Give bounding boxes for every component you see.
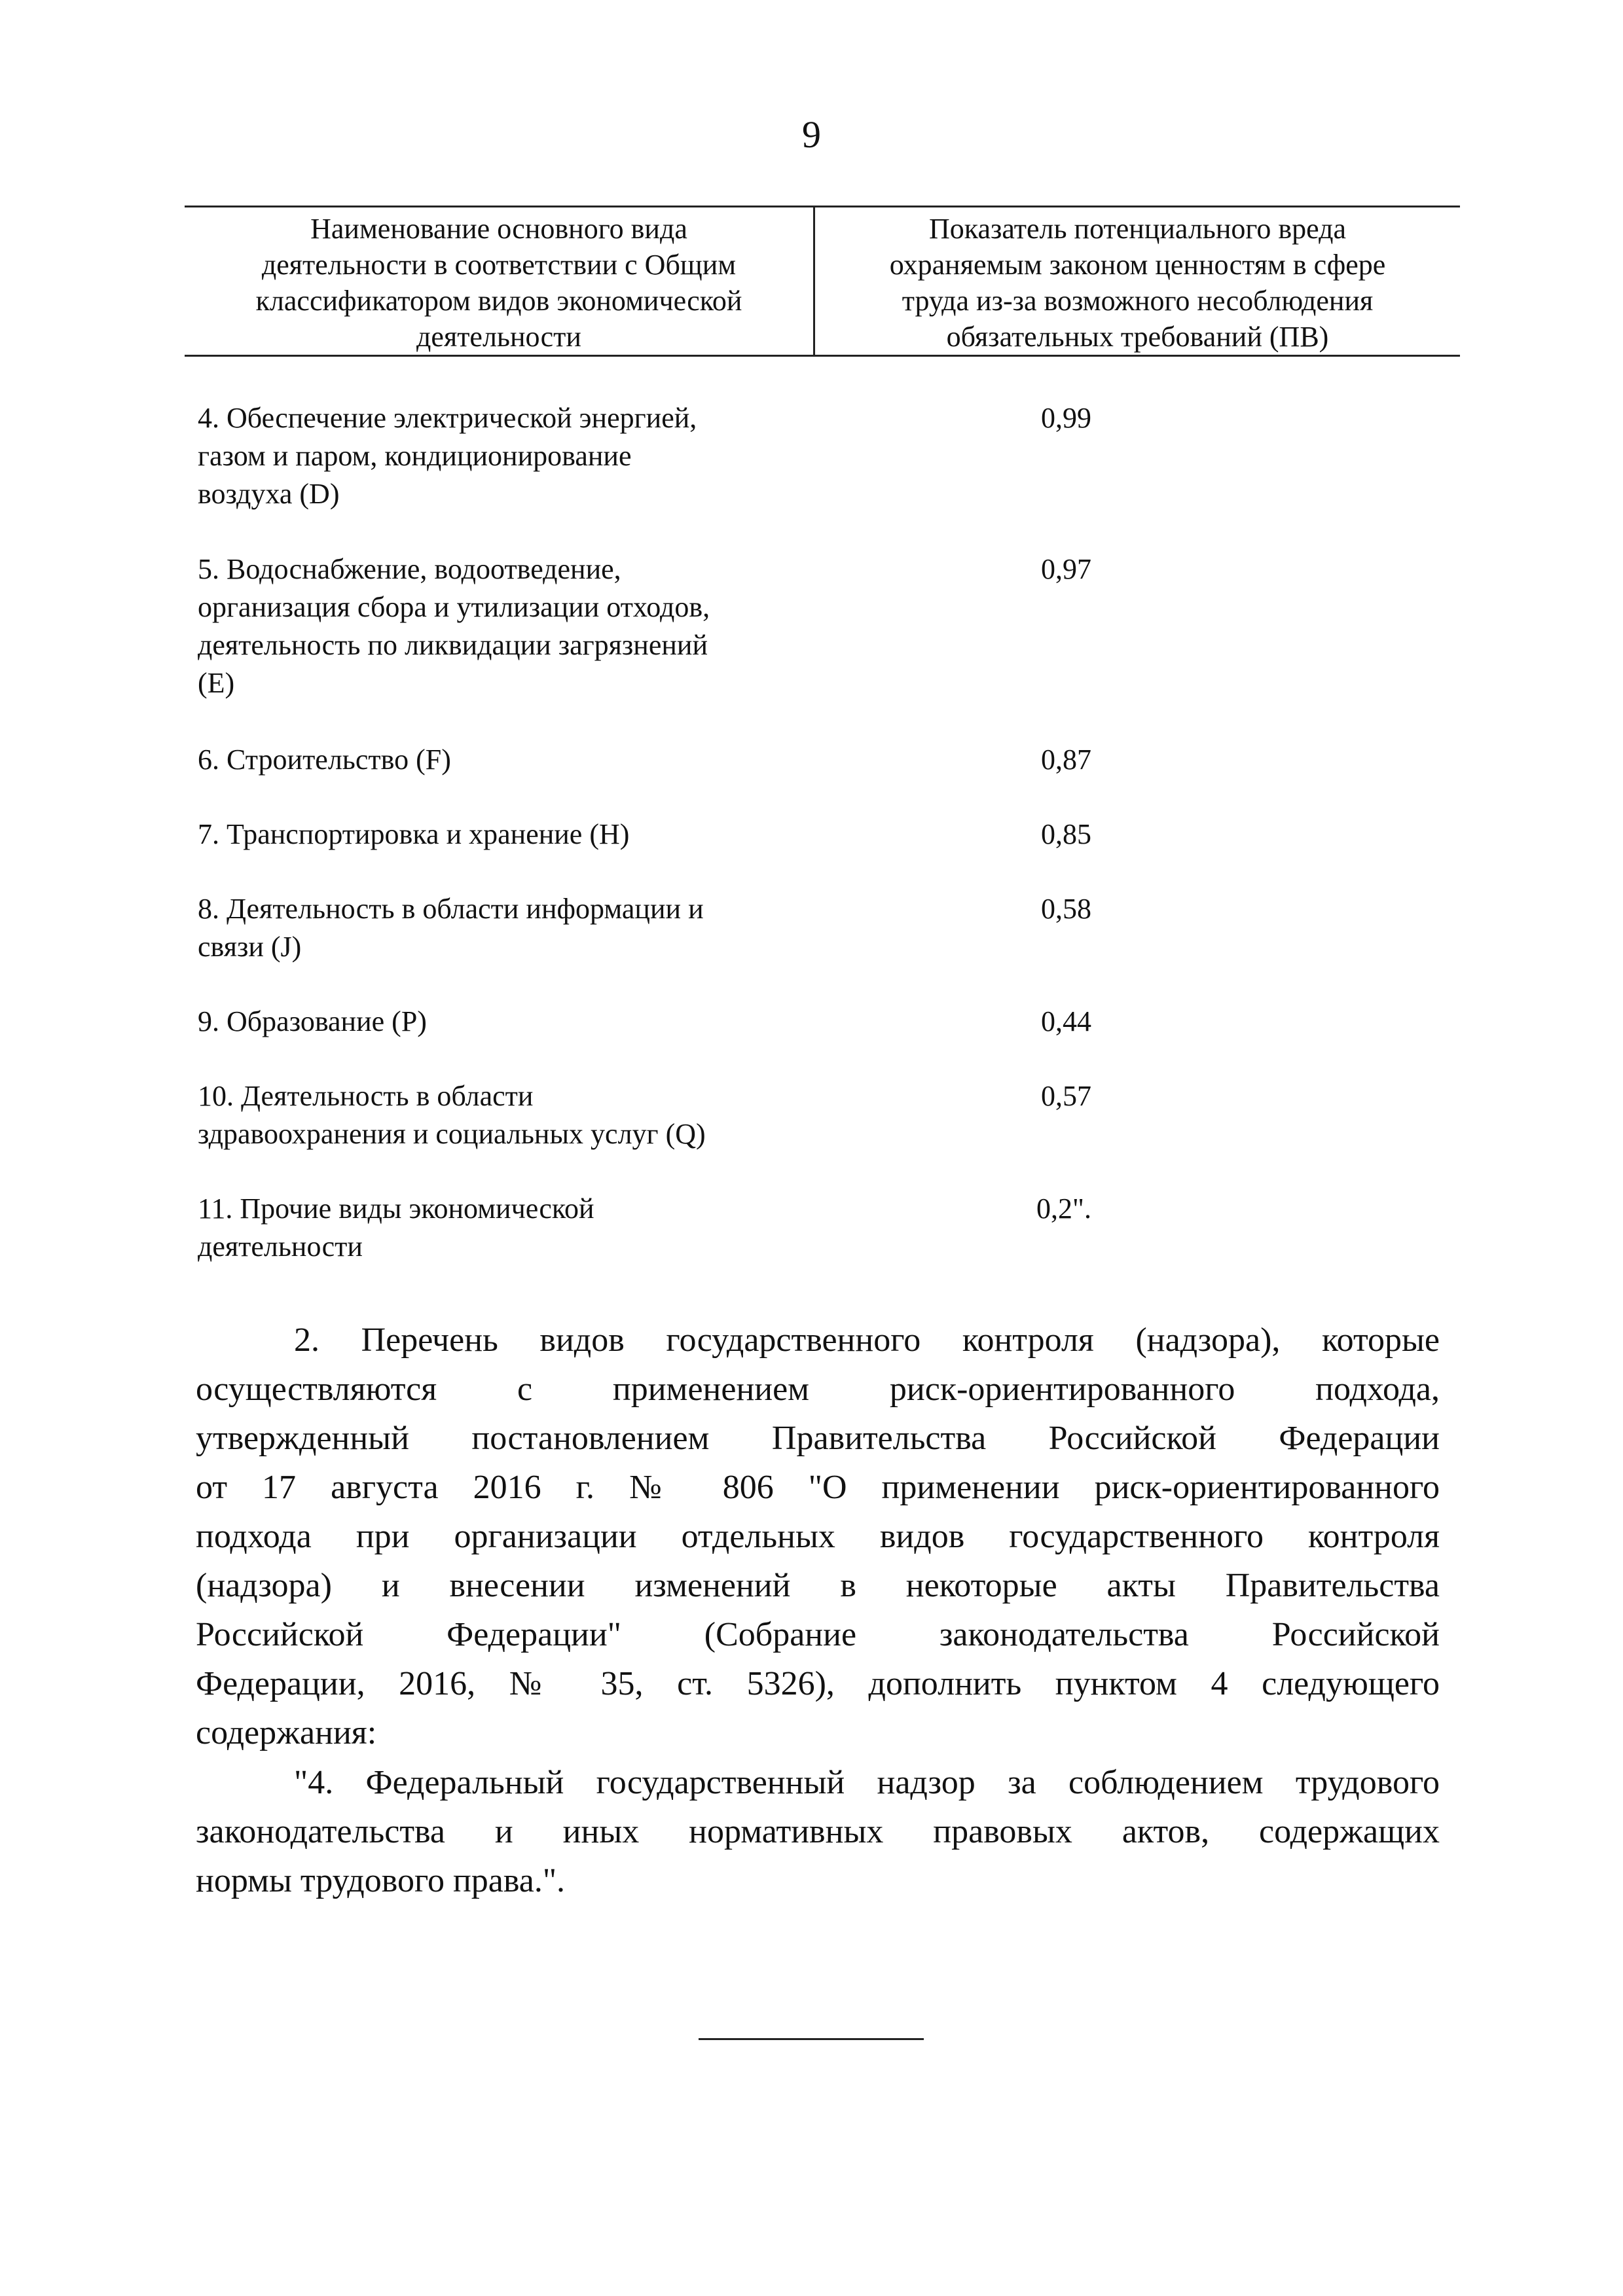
table-header-indicator: Показатель потенциального вреда охраняемым законом ценностям в сфере труда из-за возможного несоблюдения обязательных требований (ПВ) (889, 213, 1386, 353)
paragraph-line: содержания: (196, 1714, 377, 1751)
amendment-paragraph (196, 1316, 1440, 1757)
row-activity: 4. Обеспечение электрической энергией, газом и паром, кондиционирование воздуха (D) (198, 402, 697, 510)
row-activity: 10. Деятельность в области здравоохранения и социальных услуг (Q) (198, 1080, 706, 1150)
paragraph-line: Российской Федерации" (Собрание законодательства Российской (196, 1616, 1440, 1653)
table-header-activity: Наименование основного вида деятельности в соответствии с Общим классификатором видов экономической деятельности (255, 213, 742, 353)
row-activity: 5. Водоснабжение, водоотведение, организация сбора и утилизации отходов, деятельность по ликвидации загрязнений (E) (198, 553, 710, 699)
table-header-rule (185, 355, 1460, 357)
quoted-item-paragraph (196, 1758, 1440, 1905)
row-activity: 9. Образование (P) (198, 1005, 427, 1037)
page-number: 9 (802, 113, 821, 156)
paragraph-line: "4. Федеральный государственный надзор за соблюдением трудового (294, 1764, 1440, 1801)
paragraph-line: 2. Перечень видов государственного контроля (надзора), которые (294, 1321, 1440, 1359)
paragraph-line: законодательства и иных нормативных правовых актов, содержащих (196, 1813, 1440, 1850)
end-separator-line (699, 2038, 924, 2040)
paragraph-line: утвержденный постановлением Правительства Российской Федерации (196, 1420, 1440, 1457)
paragraph-line: подхода при организации отдельных видов государственного контроля (196, 1518, 1440, 1555)
table-top-rule (185, 206, 1460, 207)
row-activity: 6. Строительство (F) (198, 744, 451, 776)
row-activity: 11. Прочие виды экономической деятельности (198, 1193, 594, 1263)
paragraph-line: осуществляются с применением риск-ориентированного подхода, (196, 1371, 1440, 1408)
row-activity: 8. Деятельность в области информации и связи (J) (198, 893, 704, 963)
paragraph-line: Федерации, 2016, № 35, ст. 5326), дополнить пунктом 4 следующего (196, 1665, 1440, 1702)
paragraph-line: (надзора) и внесении изменений в некоторые акты Правительства (196, 1567, 1440, 1604)
paragraph-line: от 17 августа 2016 г. № 806 "О применении риск-ориентированного (196, 1469, 1440, 1506)
paragraph-line: нормы трудового права.". (196, 1862, 566, 1899)
row-activity: 7. Транспортировка и хранение (H) (198, 818, 630, 850)
